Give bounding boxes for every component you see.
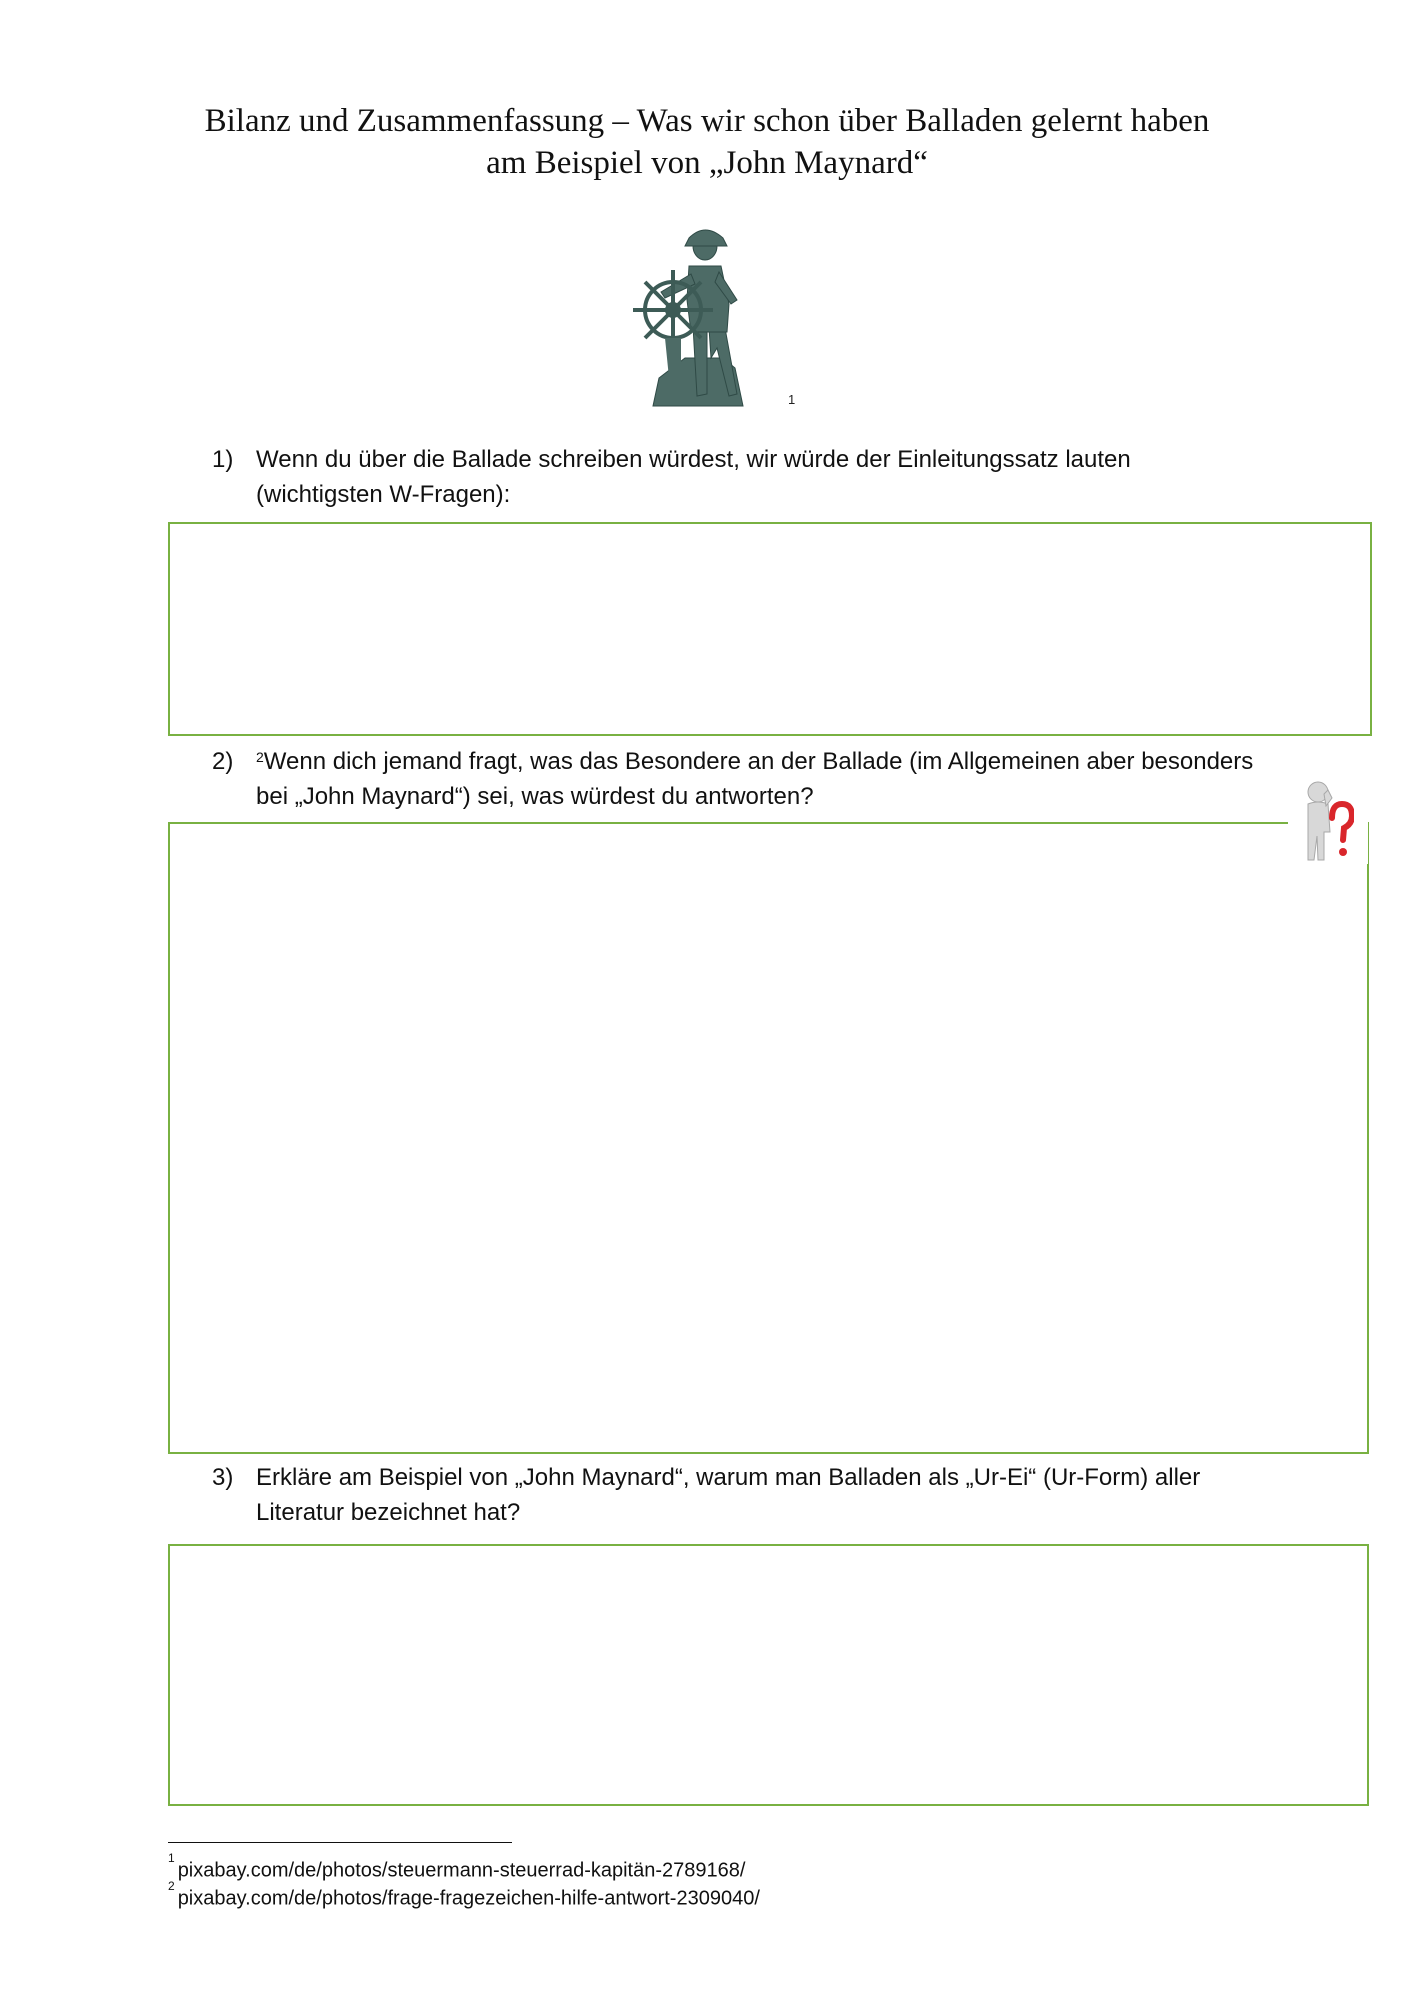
question-text-line-2: (wichtigsten W-Fragen): — [256, 481, 511, 508]
helmsman-statue-image — [625, 208, 785, 414]
footnote-2[interactable] — [168, 1880, 760, 1912]
page-title-line-1: Bilanz und Zusammenfassung – Was wir schon über Balladen gelernt haben — [204, 103, 1210, 139]
answer-box-2[interactable] — [168, 822, 1369, 1454]
page-title-line-2: am Beispiel von „John Maynard“ — [486, 145, 928, 181]
footnote-ref: 2 — [168, 1879, 175, 1893]
question-number: 3) — [212, 1464, 234, 1491]
footnote-ref: 1 — [168, 1851, 175, 1865]
image-footnote-ref: 1 — [788, 392, 796, 407]
footnote-text: pixabay.com/de/photos/frage-fragezeichen-hilfe-antwort-2309040/ — [177, 1887, 760, 1910]
question-3 — [212, 1460, 1312, 1532]
footnote-separator — [168, 1842, 512, 1843]
question-text-line-1: Wenn du über die Ballade schreiben würdest, wir würde der Einleitungssatz lauten — [256, 446, 1131, 473]
question-number: 2) — [212, 748, 234, 775]
question-text-line-1: Wenn dich jemand fragt, was das Besondere an der Ballade (im Allgemeinen aber besonders — [263, 748, 1254, 775]
answer-box-3[interactable] — [168, 1544, 1369, 1806]
footnote-ref: 2 — [256, 749, 264, 765]
thinking-person-question-mark-image — [1298, 780, 1354, 864]
question-text-line-2: bei „John Maynard“) sei, was würdest du antworten? — [256, 783, 814, 810]
question-2 — [212, 744, 1312, 816]
footnote-text: pixabay.com/de/photos/steuermann-steuerrad-kapitän-2789168/ — [177, 1859, 746, 1882]
question-1 — [212, 442, 1312, 514]
footnote-1[interactable] — [168, 1852, 745, 1884]
answer-box-1[interactable] — [168, 522, 1372, 736]
question-text-line-1: Erkläre am Beispiel von „John Maynard“, warum man Balladen als „Ur-Ei“ (Ur-Form) aller — [256, 1464, 1201, 1491]
question-number: 1) — [212, 446, 234, 473]
question-text-line-2: Literatur bezeichnet hat? — [256, 1499, 521, 1526]
